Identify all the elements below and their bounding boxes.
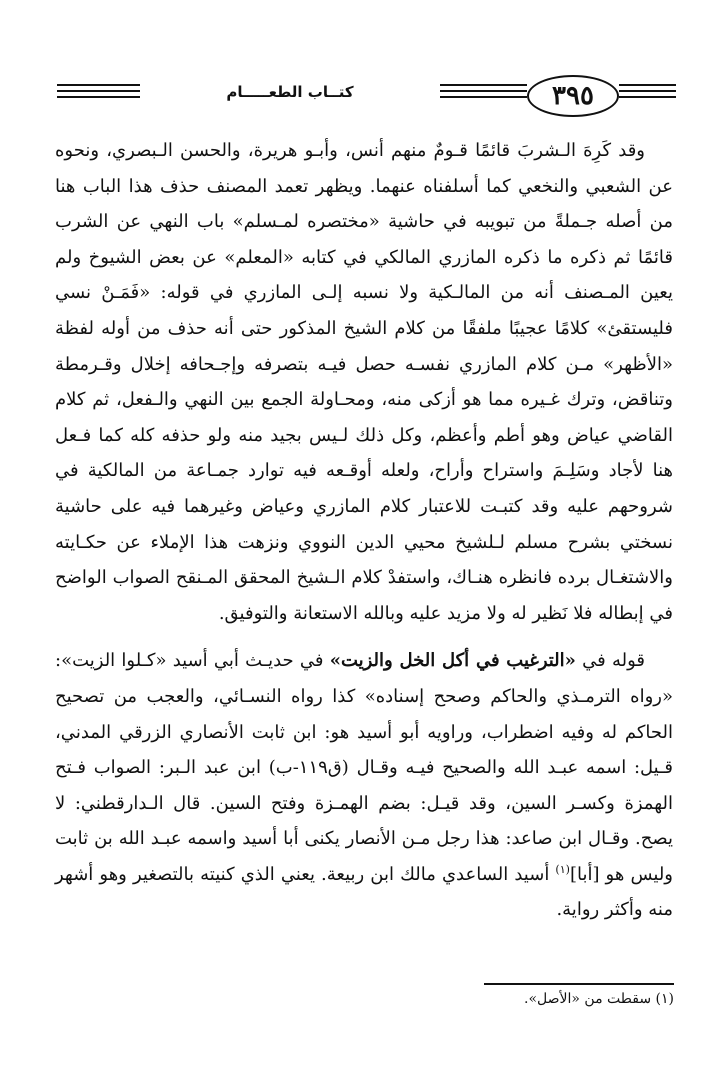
main-text — [55, 133, 673, 928]
footnote-reference: (١) — [555, 862, 570, 876]
paragraph-2-text: في حديـث أبي أسيد «كـلوا الزيت»: «رواه الترمـذي والحاكم وصحح إسناده» كذا رواه النسـائي، والعجب من تصحيح الحاكم له وفيه اضطراب، وراويه أبو أسيد هو: ابن ثابت الأنصاري الزرقي المدني، قـيل: اسمه عبـد الله والصحيح فيـه وقـال (ق١١٩-ب) ابن عبد الـبر: الصواب فـتح الهمزة وكسـر السين، وقد قيـل: بضم الهمـزة وفتح السين. قال الـدارقطني: لا يصح. وقـال ابن صاعد: هذا رجل مـن الأنصار يكنى أبا أسيد واسمه عبـد الله بن ثابت وليس هو [أبا] — [55, 650, 673, 885]
header-rule-right-bottom — [619, 96, 676, 98]
footnote-divider — [484, 983, 674, 985]
footnote: (١) سقطت من «الأصل». — [524, 991, 674, 1007]
header-rule-right-top — [619, 84, 676, 86]
paragraph-2-lead: قوله في — [575, 650, 645, 672]
paragraph-1: وقد كَرِهَ الـشربَ قائمًا قـومٌ منهم أنس، وأبـو هريرة، والحسن الـبصري، ونحوه عن الشعبي والنخعي كما أسلفناه عنهما. ويظهر تعمد المصنف حذف هذا الباب هنا من أصله جـملةً من تبويبه في حاشية «مختصره لمـسلم» باب النهي عن الشرب قائمًا ثم ذكره ما ذكره المازري المالكي في كتابه «المعلم» عن بعض الشيوخ ولم يعين المـصنف أنه من المالـكية ولا نسبه إلـى المازري في قوله: «فَمَـنْ نسي فليستقئ» كلامًا عجيبًا ملفقًا من كلام الشيخ المذكور حتى أنه حذف من أوله لفظة «الأظهر» مـن كلام المازري نفسـه حصل فيـه بتصرفه وإجـحافه إخلال وقـرمطة وتناقض، وترك غـيره مما هو أزكى منه، ومحـاولة الجمع بين النهي والـفعل، ثم كلام القاضي عياض وهو أطم وأعظم، وكل ذلك لـيس بجيد منه ولو حذفه كله كما فـعل هنا لأجاد وسَلِـمَ واستراح وأراح، ولعله أوقـعه فيه توارد جمـاعة من المالكية في شروحهم عليه وقد كتبـت للاعتبار كلام المازري وعياض وغيرهما فيه على حاشية نسختي بشرح مسلم لـلشيخ محيي الدين النووي ونزهت هذا الإملاء عن حكـايته والاشتغـال برده فانظره هنـاك، واستفدْ كلام الـشيخ المحقق المـنقح الصواب الواضح في إبطاله فلا نَظير له ولا مزيد عليه وبالله الاستعانة والتوفيق. — [55, 140, 673, 624]
page-number-text: ٣٩٥ — [552, 81, 594, 111]
header-rule-right-mid — [619, 90, 676, 92]
section-heading: «الترغيب في أكل الخل والزيت» — [329, 650, 576, 672]
paragraph-2-tail: أسيد الساعدي مالك ابن ربيعة. يعني الذي كنيته بالتصغير وهو أشهر منه وأكثر رواية. — [55, 863, 673, 921]
page-header — [0, 0, 703, 130]
paragraph-2 — [55, 643, 673, 928]
book-title: كتــاب الطعـــــام — [140, 80, 440, 104]
page-number — [527, 75, 619, 117]
